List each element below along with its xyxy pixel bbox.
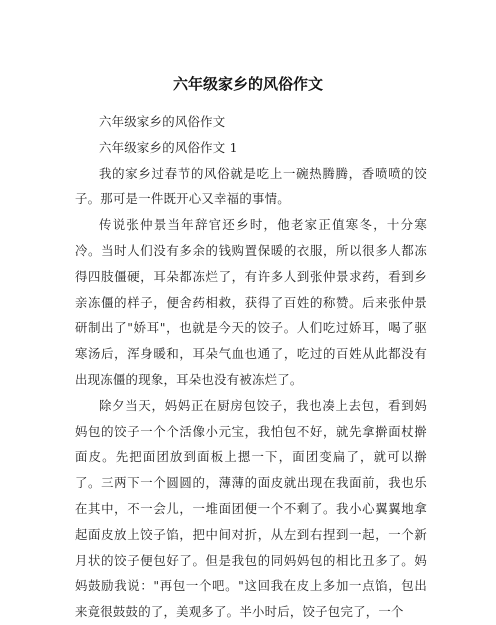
document-subtitle: 六年级家乡的风俗作文 [99, 114, 226, 129]
paragraph: 除夕当天，妈妈正在厨房包饺子，我也凑上去包，看到妈妈包的饺子一个个活像小元宝，我怕包不好，就先拿擀面杖擀面皮。先把面团放到面板上摁一下，面团变扁了，就可以擀了。三两下一个圆圆的，薄薄的面皮就出现在我面前，我也乐在其中，不一会儿，一堆面团便一个不剩了。我小心翼翼地拿起面皮放上饺子馅，把中间对折，从左到右捏到一起，一个新月状的饺子便包好了。但是我包的同妈妈包的相比丑多了。妈妈鼓励我说："再包一个吧。"这回我在皮上多加一点馅，包出来竟很鼓鼓的了，美观多了。半小时后，饺子包完了，一个 [75, 397, 427, 620]
document-title: 六年级家乡的风俗作文 [172, 75, 323, 93]
paragraph: 传说张仲景当年辞官还乡时，他老家正值寒冬，十分寒冷。当时人们没有多余的钱购置保暖的衣服，所以很多人都冻得四肢僵硬，耳朵都冻烂了，有许多人到张仲景求药，看到乡亲冻僵的样子，便舍药相救，获得了百姓的称赞。后来张仲景研制出了"娇耳"，也就是今天的饺子。人们吃过娇耳，喝了驱寒汤后，浑身暖和，耳朵气血也通了，吃过的百姓从此都没有出现冻僵的现象，耳朵也没有被冻烂了。 [75, 217, 427, 387]
section-heading: 六年级家乡的风俗作文 1 [99, 139, 238, 155]
document-body [75, 109, 427, 625]
paragraph: 我的家乡过春节的风俗就是吃上一碗热腾腾，香喷喷的饺子。那可是一件既开心又幸福的事情。 [75, 165, 427, 207]
